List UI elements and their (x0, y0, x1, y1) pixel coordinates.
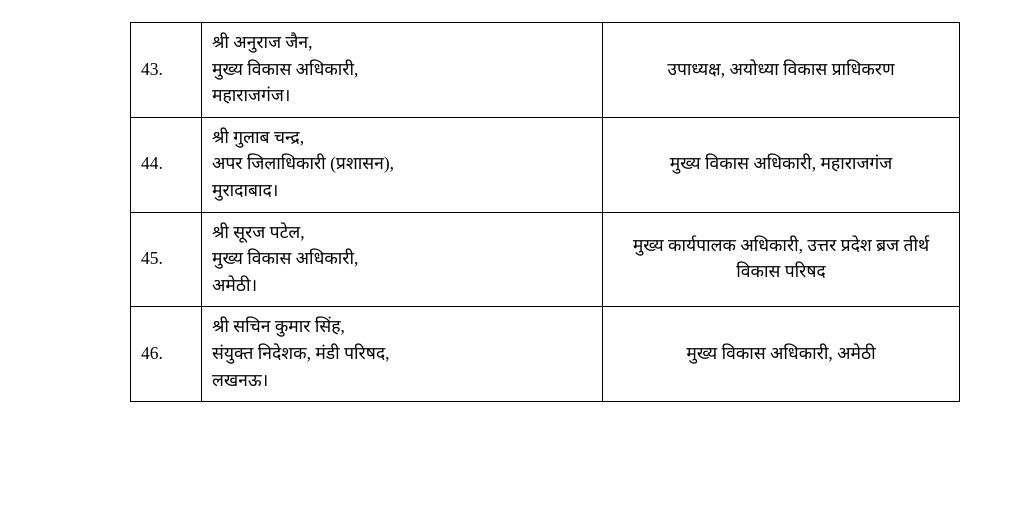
officer-name: श्री अनुराज जैन, (212, 32, 313, 52)
new-posting-line: मुख्य विकास अधिकारी, अमेठी (686, 342, 876, 363)
new-posting-line: उपाध्यक्ष, अयोध्या विकास प्राधिकरण (667, 58, 895, 79)
row-serial-number: 43. (131, 23, 202, 118)
table-body (131, 23, 960, 402)
row-officer-details (202, 23, 603, 118)
officer-name: श्री सचिन कुमार सिंह, (212, 316, 345, 337)
row-serial-number: 45. (131, 212, 202, 307)
transfer-list-table (130, 22, 960, 402)
officer-location: लखनऊ। (212, 369, 269, 390)
row-officer-details (202, 307, 603, 402)
row-new-posting (603, 23, 960, 118)
table-row (131, 23, 960, 118)
officer-designation: अपर जिलाधिकारी (प्रशासन), (212, 153, 395, 174)
new-posting-line: मुख्य कार्यपालक अधिकारी, उत्तर प्रदेश ब्रज तीर्थ (632, 234, 930, 255)
row-new-posting (603, 212, 960, 307)
new-posting-line: विकास परिषद (736, 261, 826, 282)
officer-location: अमेठी। (212, 274, 258, 295)
officer-name: श्री सूरज पटेल, (212, 221, 305, 242)
row-serial-number: 46. (131, 307, 202, 402)
new-posting-line: मुख्य विकास अधिकारी, महाराजगंज (669, 153, 893, 174)
officer-designation: मुख्य विकास अधिकारी, (212, 58, 359, 79)
officer-designation: संयुक्त निदेशक, मंडी परिषद, (212, 342, 390, 363)
row-officer-details (202, 212, 603, 307)
row-new-posting (603, 307, 960, 402)
table-row (131, 117, 960, 212)
officer-name: श्री गुलाब चन्द्र, (212, 126, 305, 147)
officer-designation: मुख्य विकास अधिकारी, (212, 248, 359, 269)
table-row (131, 212, 960, 307)
row-serial-number: 44. (131, 117, 202, 212)
row-officer-details (202, 117, 603, 212)
table-row (131, 307, 960, 402)
officer-location: महाराजगंज। (212, 85, 291, 106)
row-new-posting (603, 117, 960, 212)
officer-location: मुरादाबाद। (212, 179, 279, 200)
